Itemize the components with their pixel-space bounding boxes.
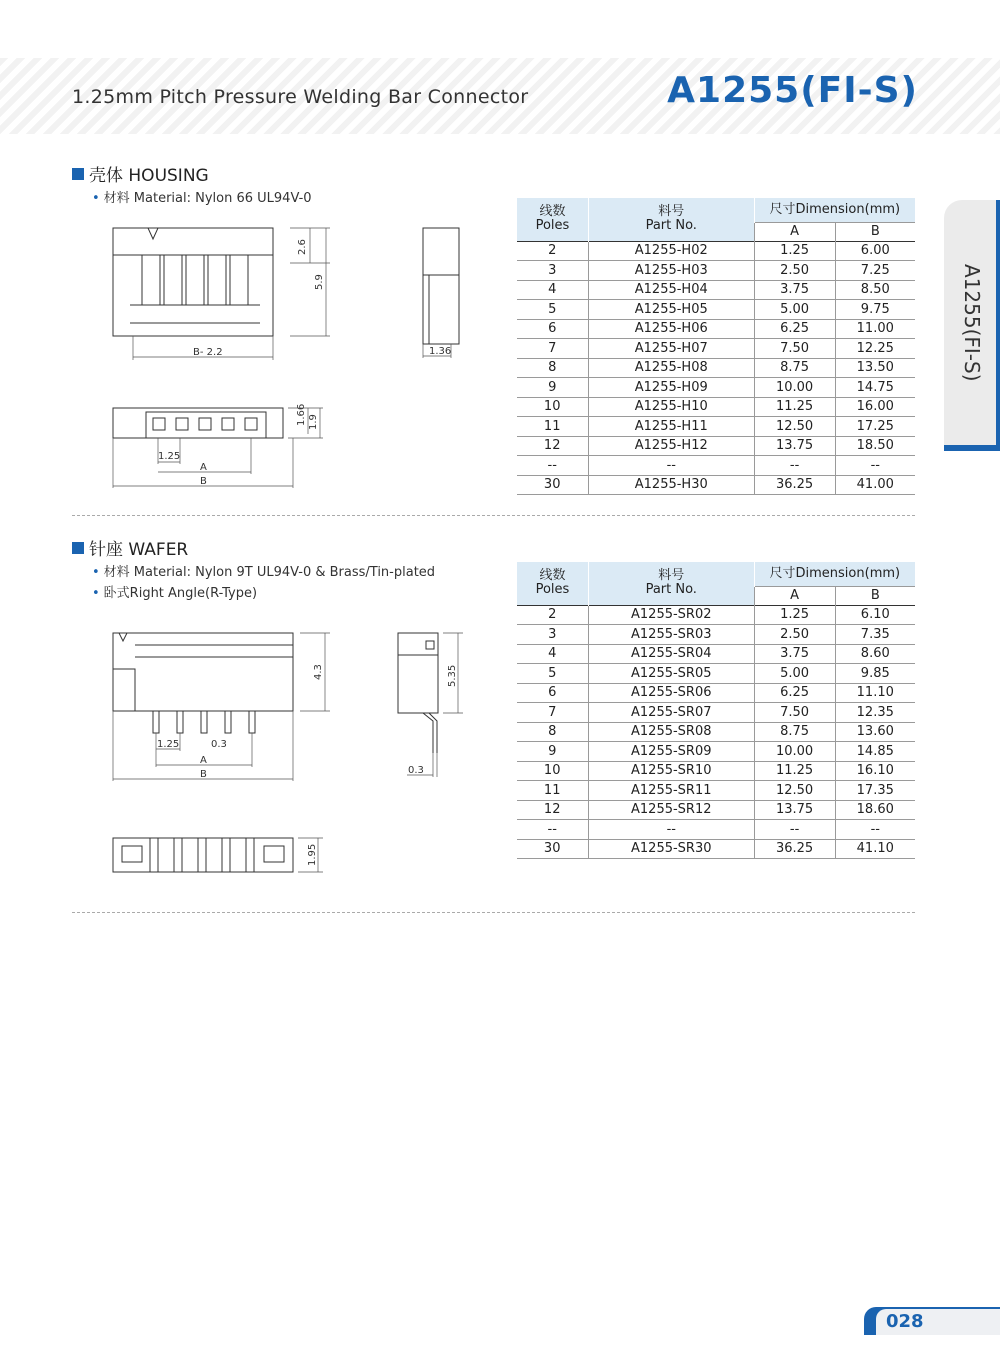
cell-poles: 9 [517,378,589,398]
cell-dim-a: 3.75 [754,644,835,664]
table-row [517,300,916,320]
dim-1-66: 1.66 [296,403,307,426]
cell-dim-b: 11.00 [835,319,915,339]
wafer-material: • 材料 Material: Nylon 9T UL94V-0 & Brass/Tin-plated [92,565,436,580]
col-poles-cn: 线数 [539,568,566,584]
cell-part-no: A1255-SR02 [588,605,754,625]
cell-part-no: -- [588,456,754,476]
cell-dim-a: 36.25 [754,475,835,495]
table-row [517,378,916,398]
wafer-type: • 卧式Right Angle(R-Type) [92,586,258,601]
cell-part-no: -- [588,820,754,840]
cell-dim-b: 17.35 [835,781,915,801]
cell-part-no: A1255-H07 [588,339,754,359]
dim-5-9: 5.9 [314,274,325,290]
cell-poles: 5 [517,300,589,320]
dim-b-2-2: B- 2.2 [193,347,223,358]
table-row [517,722,916,742]
cell-dim-b: 7.35 [835,625,915,645]
cell-dim-b: 6.00 [835,241,915,261]
col-part-en: Part No. [645,582,697,598]
cell-poles: 30 [517,475,589,495]
col-a-header: A [754,222,835,241]
col-poles-en: Poles [535,218,570,234]
cell-dim-a: -- [754,820,835,840]
wafer-spec-table [516,562,915,859]
section-square-icon [72,168,84,180]
cell-dim-b: 12.35 [835,703,915,723]
cell-dim-a: 8.75 [754,358,835,378]
cell-part-no: A1255-H12 [588,436,754,456]
table-row [517,800,916,820]
cell-part-no: A1255-H09 [588,378,754,398]
cell-part-no: A1255-SR08 [588,722,754,742]
cell-poles: 5 [517,664,589,684]
col-b-header: B [835,222,915,241]
cell-dim-b: 12.25 [835,339,915,359]
cell-dim-a: 11.25 [754,397,835,417]
cell-poles: 8 [517,358,589,378]
cell-dim-a: 1.25 [754,241,835,261]
cell-dim-a: 10.00 [754,378,835,398]
table-row [517,644,916,664]
col-poles-header [517,562,589,605]
cell-poles: 4 [517,280,589,300]
cell-poles: 9 [517,742,589,762]
cell-dim-a: 5.00 [754,664,835,684]
table-row [517,839,916,859]
dim-2-6: 2.6 [297,239,308,255]
wafer-title-text: 针座 WAFER [89,540,189,560]
cell-dim-a: 11.25 [754,761,835,781]
cell-part-no: A1255-SR11 [588,781,754,801]
dim-pitch-1-25: 1.25 [158,451,181,462]
cell-dim-a: 13.75 [754,436,835,456]
cell-part-no: A1255-H10 [588,397,754,417]
cell-poles: 2 [517,605,589,625]
dim-1-36: 1.36 [429,346,452,357]
cell-poles: 7 [517,703,589,723]
wafer-table-body [517,605,916,859]
cell-dim-a: 12.50 [754,781,835,801]
cell-dim-a: 36.25 [754,839,835,859]
table-row [517,781,916,801]
cell-part-no: A1255-SR07 [588,703,754,723]
cell-poles: 30 [517,839,589,859]
col-dimension-header: 尺寸Dimension(mm) [754,562,915,586]
cell-dim-b: 8.60 [835,644,915,664]
col-part-cn: 料号 [658,568,685,584]
cell-part-no: A1255-H04 [588,280,754,300]
col-a-header: A [754,586,835,605]
housing-material: • 材料 Material: Nylon 66 UL94V-0 [92,191,312,206]
housing-top-drawing [108,398,333,493]
cell-part-no: A1255-SR03 [588,625,754,645]
cell-poles: -- [517,456,589,476]
cell-poles: 10 [517,397,589,417]
cell-dim-b: 41.00 [835,475,915,495]
cell-dim-a: 2.50 [754,625,835,645]
dim-a: A [200,755,207,766]
table-row [517,339,916,359]
housing-front-drawing [100,215,340,365]
cell-part-no: A1255-SR10 [588,761,754,781]
cell-part-no: A1255-SR04 [588,644,754,664]
dim-b: B [200,769,207,780]
section-divider [72,912,915,913]
cell-poles: 6 [517,319,589,339]
col-part-en: Part No. [645,218,697,234]
col-part-header [588,198,754,241]
dim-1-9: 1.9 [308,414,319,430]
cell-dim-b: 41.10 [835,839,915,859]
wafer-type-text: 卧式Right Angle(R-Type) [103,586,258,601]
cell-poles: 3 [517,261,589,281]
page-number: 028 [886,1311,924,1332]
cell-part-no: A1255-SR09 [588,742,754,762]
cell-poles: 7 [517,339,589,359]
cell-dim-b: 16.10 [835,761,915,781]
cell-dim-b: -- [835,820,915,840]
dim-0-3-side: 0.3 [408,765,424,776]
cell-dim-b: 14.85 [835,742,915,762]
page-subtitle: 1.25mm Pitch Pressure Welding Bar Connector [72,86,529,108]
cell-poles: 11 [517,417,589,437]
cell-dim-b: 9.85 [835,664,915,684]
cell-poles: -- [517,820,589,840]
housing-spec-table [516,198,915,495]
dim-4-3: 4.3 [313,664,324,680]
dim-pitch-1-25: 1.25 [157,739,180,750]
table-row [517,605,916,625]
wafer-side-drawing [393,625,468,785]
cell-dim-b: 9.75 [835,300,915,320]
table-row [517,241,916,261]
table-row [517,456,916,476]
col-dimension-header: 尺寸Dimension(mm) [754,198,915,222]
wafer-front-drawing [105,625,335,785]
cell-dim-a: 3.75 [754,280,835,300]
cell-part-no: A1255-H03 [588,261,754,281]
col-poles-en: Poles [535,582,570,598]
cell-dim-b: 11.10 [835,683,915,703]
cell-part-no: A1255-SR12 [588,800,754,820]
cell-dim-a: 10.00 [754,742,835,762]
cell-dim-a: 6.25 [754,319,835,339]
cell-dim-a: 8.75 [754,722,835,742]
col-b-header: B [835,586,915,605]
cell-dim-b: 7.25 [835,261,915,281]
col-poles-header [517,198,589,241]
cell-poles: 4 [517,644,589,664]
cell-dim-b: 17.25 [835,417,915,437]
housing-side-drawing [415,220,475,360]
cell-dim-a: 7.50 [754,339,835,359]
cell-dim-a: 12.50 [754,417,835,437]
cell-dim-b: 14.75 [835,378,915,398]
cell-part-no: A1255-H30 [588,475,754,495]
cell-part-no: A1255-H08 [588,358,754,378]
section-divider [72,515,915,516]
section-square-icon [72,542,84,554]
housing-section-title [72,161,209,186]
cell-dim-b: 8.50 [835,280,915,300]
table-row [517,358,916,378]
cell-poles: 12 [517,800,589,820]
table-row [517,761,916,781]
col-part-header [588,562,754,605]
cell-poles: 11 [517,781,589,801]
table-row [517,664,916,684]
cell-poles: 10 [517,761,589,781]
cell-dim-a: 6.25 [754,683,835,703]
dim-5-35: 5.35 [447,664,458,687]
wafer-top-drawing [108,830,333,880]
cell-part-no: A1255-H06 [588,319,754,339]
housing-table-body [517,241,916,495]
cell-dim-b: 16.00 [835,397,915,417]
cell-dim-a: 1.25 [754,605,835,625]
cell-dim-b: 18.60 [835,800,915,820]
table-row [517,280,916,300]
table-row [517,436,916,456]
wafer-section-title [72,535,188,560]
cell-poles: 3 [517,625,589,645]
table-row [517,261,916,281]
cell-dim-b: 18.50 [835,436,915,456]
housing-title-text: 壳体 HOUSING [89,166,209,186]
cell-dim-a: 5.00 [754,300,835,320]
cell-dim-a: 7.50 [754,703,835,723]
dim-a: A [200,462,207,473]
table-row [517,475,916,495]
cell-dim-a: 13.75 [754,800,835,820]
table-row [517,417,916,437]
cell-part-no: A1255-SR05 [588,664,754,684]
table-row [517,625,916,645]
table-row [517,742,916,762]
cell-part-no: A1255-SR30 [588,839,754,859]
cell-part-no: A1255-H02 [588,241,754,261]
cell-part-no: A1255-H05 [588,300,754,320]
cell-poles: 8 [517,722,589,742]
wafer-material-text: 材料 Material: Nylon 9T UL94V-0 & Brass/Tin-plated [103,565,436,580]
cell-dim-a: 2.50 [754,261,835,281]
col-poles-cn: 线数 [539,204,566,220]
cell-part-no: A1255-H11 [588,417,754,437]
cell-dim-b: 6.10 [835,605,915,625]
table-row [517,703,916,723]
dim-b: B [200,476,207,487]
dim-0-3: 0.3 [211,739,227,750]
model-title: A1255(FI-S) [667,70,918,111]
dim-1-95: 1.95 [307,843,318,866]
cell-poles: 6 [517,683,589,703]
table-row [517,397,916,417]
table-row [517,683,916,703]
cell-part-no: A1255-SR06 [588,683,754,703]
col-part-cn: 料号 [658,204,685,220]
cell-poles: 2 [517,241,589,261]
table-row [517,319,916,339]
table-row [517,820,916,840]
housing-material-text: 材料 Material: Nylon 66 UL94V-0 [103,191,312,206]
cell-poles: 12 [517,436,589,456]
cell-dim-b: -- [835,456,915,476]
cell-dim-a: -- [754,456,835,476]
cell-dim-b: 13.60 [835,722,915,742]
side-tab-label: A1255(FI-S) [960,263,984,382]
cell-dim-b: 13.50 [835,358,915,378]
